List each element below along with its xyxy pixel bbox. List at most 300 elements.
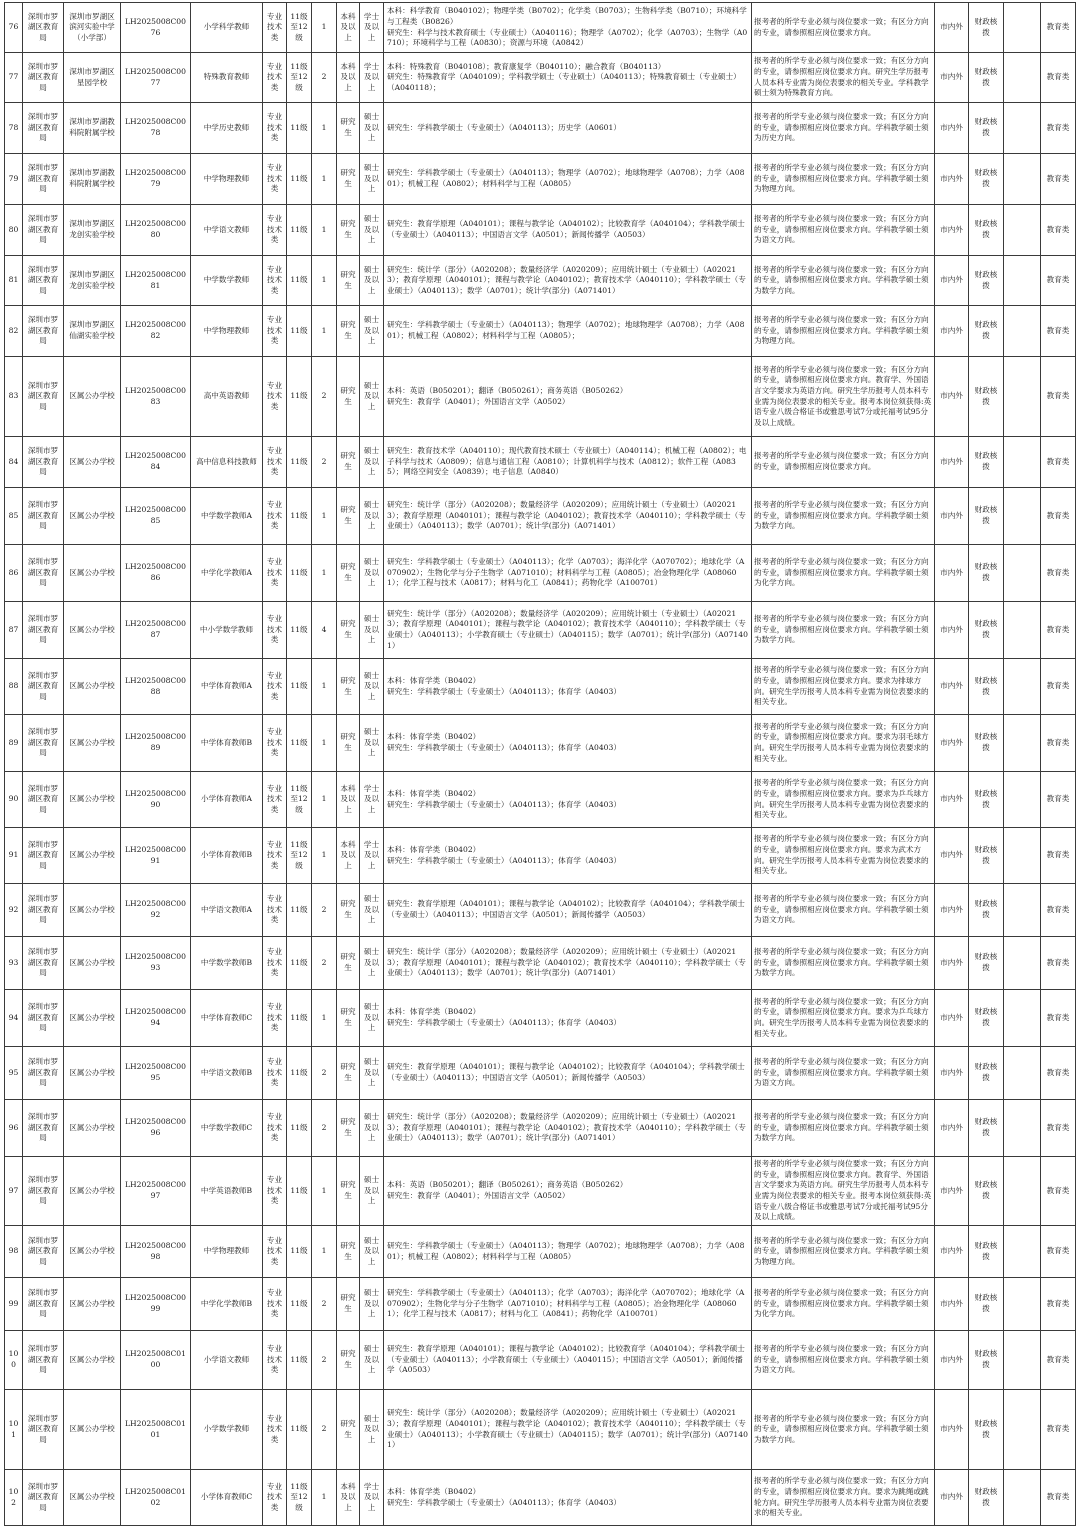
position-grade-cell: 11级 <box>287 306 312 357</box>
remarks-cell: 报考者的所学专业必须与岗位要求一致；有区分方向的专业，请参照相应岗位要求方向。要求为羽毛球方向。研究生学历报考人员本科专业需为岗位表要求的相关专业。 <box>752 715 935 772</box>
hiring-count-cell: 1 <box>312 256 337 306</box>
position-grade-cell: 11级 <box>287 1157 312 1226</box>
recruit-scope-cell: 市内外 <box>935 53 969 103</box>
position-grade-cell: 11级 <box>287 715 312 772</box>
exam-category-cell: 教育类 <box>1041 1100 1076 1157</box>
position-name-cell: 小学语文教师 <box>191 1331 263 1390</box>
table-row <box>5 53 1076 103</box>
degree-requirement-cell: 硕士及以上 <box>360 1226 384 1278</box>
exam-category-cell: 教育类 <box>1041 488 1076 545</box>
major-requirement-cell: 本科：英语（B050201）；翻译（B050261）；商务英语（B050262） 研究生：教育学（A0401）；外国语言文学（A0502） <box>384 357 752 437</box>
major-requirement-cell: 研究生：统计学（部分）（A020208）；数量经济学（A020209）；应用统计硕士（专业硕士）（A020213）；教育学原理（A040101）；课程与教学论（A040102）；教育技术学（A040110）；学科教学硕士（专业硕士）（A040113）；数学（A0701）；统计学(部分)（A071401） <box>384 1100 752 1157</box>
employer-unit-cell: 深圳市罗湖教科院附属学校 <box>64 103 121 154</box>
employer-unit-cell: 区属公办学校 <box>64 545 121 602</box>
position-code-cell: LH2025008C0090 <box>121 772 191 828</box>
hiring-count-cell: 1 <box>312 488 337 545</box>
employer-unit-cell: 区属公办学校 <box>64 659 121 715</box>
row-number-cell: 90 <box>5 772 23 828</box>
position-code-cell: LH2025008C0085 <box>121 488 191 545</box>
degree-requirement-cell: 硕士及以上 <box>360 1390 384 1470</box>
remarks-cell: 报考者的所学专业必须与岗位要求一致；有区分方向的专业，请参照相应岗位要求方向。学科教学硕士须为语文方向。 <box>752 205 935 256</box>
funding-type-cell: 财政核拨 <box>969 1100 1004 1157</box>
department-cell: 深圳市罗湖区教育局 <box>23 884 64 937</box>
position-name-cell: 高中信息科技教师 <box>191 437 263 488</box>
table-row <box>5 3 1076 53</box>
table-row <box>5 154 1076 205</box>
position-code-cell: LH2025008C0078 <box>121 103 191 154</box>
position-grade-cell: 11级 <box>287 1226 312 1278</box>
remarks-cell: 报考者的所学专业必须与岗位要求一致；有区分方向的专业，请参照相应岗位要求方向。学科教学硕士须为历史方向。 <box>752 103 935 154</box>
position-name-cell: 中学化学教师B <box>191 1278 263 1331</box>
position-grade-cell: 11级 <box>287 357 312 437</box>
blank-cell <box>1004 1390 1041 1470</box>
position-category-cell: 专业技术类 <box>263 306 287 357</box>
position-code-cell: LH2025008C0086 <box>121 545 191 602</box>
education-requirement-cell: 研究生 <box>337 205 360 256</box>
position-code-cell: LH2025008C0092 <box>121 884 191 937</box>
department-cell: 深圳市罗湖区教育局 <box>23 205 64 256</box>
degree-requirement-cell: 学士及以上 <box>360 772 384 828</box>
education-requirement-cell: 研究生 <box>337 990 360 1047</box>
degree-requirement-cell: 学士及以上 <box>360 53 384 103</box>
table-row <box>5 205 1076 256</box>
exam-category-cell: 教育类 <box>1041 602 1076 659</box>
department-cell: 深圳市罗湖区教育局 <box>23 1470 64 1526</box>
position-category-cell: 专业技术类 <box>263 154 287 205</box>
position-category-cell: 专业技术类 <box>263 772 287 828</box>
education-requirement-cell: 研究生 <box>337 1047 360 1100</box>
funding-type-cell: 财政核拨 <box>969 437 1004 488</box>
position-name-cell: 小学数学教师 <box>191 1390 263 1470</box>
row-number-cell: 92 <box>5 884 23 937</box>
remarks-cell: 报考者的所学专业必须与岗位要求一致；有区分方向的专业，请参照相应岗位要求方向。学科教学硕士须为数学方向。 <box>752 1100 935 1157</box>
position-name-cell: 中学体育教师B <box>191 715 263 772</box>
education-requirement-cell: 研究生 <box>337 256 360 306</box>
position-grade-cell: 11级 <box>287 990 312 1047</box>
funding-type-cell: 财政核拨 <box>969 715 1004 772</box>
position-code-cell: LH2025008C0087 <box>121 602 191 659</box>
blank-cell <box>1004 1157 1041 1226</box>
position-code-cell: LH2025008C0102 <box>121 1470 191 1526</box>
education-requirement-cell: 本科及以上 <box>337 772 360 828</box>
blank-cell <box>1004 990 1041 1047</box>
position-category-cell: 专业技术类 <box>263 715 287 772</box>
employer-unit-cell: 区属公办学校 <box>64 1278 121 1331</box>
position-name-cell: 高中英语教师 <box>191 357 263 437</box>
remarks-cell: 报考者的所学专业必须与岗位要求一致；有区分方向的专业，请参照相应岗位要求方向。教育学、外国语言文学要求为英语方向。研究生学历报考人员本科专业需为岗位表要求的相关专业。报考本岗位须获得:英语专业八级合格证书或雅思考试7分或托福考试95分及以上成绩。 <box>752 1157 935 1226</box>
position-category-cell: 专业技术类 <box>263 437 287 488</box>
remarks-cell: 报考者的所学专业必须与岗位要求一致；有区分方向的专业，请参照相应岗位要求方向。 <box>752 437 935 488</box>
row-number-cell: 76 <box>5 3 23 53</box>
major-requirement-cell: 研究生：教育学原理（A040101）；课程与教学论（A040102）；比较教育学（A040104）；学科教学硕士（专业硕士）（A040113）；中国语言文学（A0501）；新闻传播学（A0503） <box>384 205 752 256</box>
blank-cell <box>1004 306 1041 357</box>
table-row <box>5 602 1076 659</box>
position-grade-cell: 11级 <box>287 659 312 715</box>
major-requirement-cell: 研究生：统计学（部分）（A020208）；数量经济学（A020209）；应用统计硕士（专业硕士）（A020213）；教育学原理（A040101）；课程与教学论（A040102）；教育技术学（A040110）；学科教学硕士（专业硕士）（A040113）；小学教育硕士（专业硕士）（A040115）；数学（A0701）；统计学(部分)（A071401） <box>384 602 752 659</box>
funding-type-cell: 财政核拨 <box>969 1157 1004 1226</box>
funding-type-cell: 财政核拨 <box>969 828 1004 884</box>
employer-unit-cell: 区属公办学校 <box>64 357 121 437</box>
position-category-cell: 专业技术类 <box>263 1331 287 1390</box>
education-requirement-cell: 研究生 <box>337 488 360 545</box>
degree-requirement-cell: 学士及以上 <box>360 1470 384 1526</box>
degree-requirement-cell: 硕士及以上 <box>360 1047 384 1100</box>
blank-cell <box>1004 1278 1041 1331</box>
position-grade-cell: 11级 <box>287 1390 312 1470</box>
degree-requirement-cell: 硕士及以上 <box>360 357 384 437</box>
degree-requirement-cell: 硕士及以上 <box>360 1100 384 1157</box>
table-row <box>5 1100 1076 1157</box>
position-name-cell: 中学体育教师A <box>191 659 263 715</box>
position-name-cell: 中小学数学教师 <box>191 602 263 659</box>
position-code-cell: LH2025008C0093 <box>121 937 191 990</box>
major-requirement-cell: 研究生：统计学（部分）（A020208）；数量经济学（A020209）；应用统计硕士（专业硕士）（A020213）；教育学原理（A040101）；课程与教学论（A040102）；教育技术学（A040110）；学科教学硕士（专业硕士）（A040113）；数学（A0701）；统计学(部分)（A071401） <box>384 256 752 306</box>
employer-unit-cell: 区属公办学校 <box>64 1226 121 1278</box>
position-grade-cell: 11级 <box>287 1100 312 1157</box>
funding-type-cell: 财政核拨 <box>969 306 1004 357</box>
employer-unit-cell: 深圳市罗湖区滨河实验中学（小学部） <box>64 3 121 53</box>
hiring-count-cell: 1 <box>312 1226 337 1278</box>
row-number-cell: 78 <box>5 103 23 154</box>
major-requirement-cell: 本科：体育学类（B0402） 研究生：学科教学硕士（专业硕士）（A040113）；体育学（A0403） <box>384 1470 752 1526</box>
blank-cell <box>1004 772 1041 828</box>
table-row <box>5 884 1076 937</box>
row-number-cell: 102 <box>5 1470 23 1526</box>
remarks-cell: 报考者的所学专业必须与岗位要求一致；有区分方向的专业，请参照相应岗位要求方向。学科教学硕士须为物理方向。 <box>752 1226 935 1278</box>
recruit-scope-cell: 市内外 <box>935 1331 969 1390</box>
funding-type-cell: 财政核拨 <box>969 1470 1004 1526</box>
employer-unit-cell: 深圳市罗湖区仙湖实验学校 <box>64 306 121 357</box>
position-category-cell: 专业技术类 <box>263 937 287 990</box>
table-row <box>5 256 1076 306</box>
position-name-cell: 中学物理教师 <box>191 306 263 357</box>
major-requirement-cell: 本科：体育学类（B0402） 研究生：学科教学硕士（专业硕士）（A040113）；体育学（A0403） <box>384 715 752 772</box>
recruit-scope-cell: 市内外 <box>935 659 969 715</box>
position-grade-cell: 11级 <box>287 154 312 205</box>
position-category-cell: 专业技术类 <box>263 884 287 937</box>
position-category-cell: 专业技术类 <box>263 1470 287 1526</box>
position-name-cell: 中学历史教师 <box>191 103 263 154</box>
major-requirement-cell: 研究生：统计学（部分）（A020208）；数量经济学（A020209）；应用统计硕士（专业硕士）（A020213）；教育学原理（A040101）；课程与教学论（A040102）；教育技术学（A040110）；学科教学硕士（专业硕士）（A040113）；小学教育硕士（专业硕士）（A040115）；数学（A0701）；统计学(部分)（A071401） <box>384 1390 752 1470</box>
department-cell: 深圳市罗湖区教育局 <box>23 937 64 990</box>
table-body <box>5 3 1076 1526</box>
position-code-cell: LH2025008C0098 <box>121 1226 191 1278</box>
table-row <box>5 990 1076 1047</box>
remarks-cell: 报考者的所学专业必须与岗位要求一致；有区分方向的专业，请参照相应岗位要求方向。要求为排球方向。研究生学历报考人员本科专业需为岗位表要求的相关专业。 <box>752 659 935 715</box>
blank-cell <box>1004 1470 1041 1526</box>
row-number-cell: 94 <box>5 990 23 1047</box>
department-cell: 深圳市罗湖区教育局 <box>23 1278 64 1331</box>
remarks-cell: 报考者的所学专业必须与岗位要求一致；有区分方向的专业，请参照相应岗位要求方向。学科教学硕士须为数学方向。 <box>752 602 935 659</box>
position-grade-cell: 11级 <box>287 1047 312 1100</box>
degree-requirement-cell: 硕士及以上 <box>360 937 384 990</box>
position-code-cell: LH2025008C0095 <box>121 1047 191 1100</box>
funding-type-cell: 财政核拨 <box>969 659 1004 715</box>
position-code-cell: LH2025008C0097 <box>121 1157 191 1226</box>
exam-category-cell: 教育类 <box>1041 306 1076 357</box>
position-name-cell: 中学语文教师B <box>191 1047 263 1100</box>
hiring-count-cell: 1 <box>312 3 337 53</box>
education-requirement-cell: 研究生 <box>337 715 360 772</box>
table-row <box>5 1226 1076 1278</box>
remarks-cell: 报考者的所学专业必须与岗位要求一致；有区分方向的专业，请参照相应岗位要求方向。学科教学硕士须为数学方向。 <box>752 488 935 545</box>
row-number-cell: 79 <box>5 154 23 205</box>
exam-category-cell: 教育类 <box>1041 256 1076 306</box>
education-requirement-cell: 本科及以上 <box>337 3 360 53</box>
table-row <box>5 659 1076 715</box>
major-requirement-cell: 研究生：教育学原理（A040101）；课程与教学论（A040102）；比较教育学（A040104）；学科教学硕士（专业硕士）（A040113）；中国语言文学（A0501）；新闻传播学（A0503） <box>384 884 752 937</box>
exam-category-cell: 教育类 <box>1041 357 1076 437</box>
position-grade-cell: 11级 <box>287 437 312 488</box>
funding-type-cell: 财政核拨 <box>969 205 1004 256</box>
position-category-cell: 专业技术类 <box>263 990 287 1047</box>
department-cell: 深圳市罗湖区教育局 <box>23 1100 64 1157</box>
position-code-cell: LH2025008C0082 <box>121 306 191 357</box>
recruit-scope-cell: 市内外 <box>935 828 969 884</box>
recruit-scope-cell: 市内外 <box>935 715 969 772</box>
recruit-scope-cell: 市内外 <box>935 1390 969 1470</box>
degree-requirement-cell: 学士及以上 <box>360 3 384 53</box>
position-category-cell: 专业技术类 <box>263 3 287 53</box>
funding-type-cell: 财政核拨 <box>969 154 1004 205</box>
row-number-cell: 101 <box>5 1390 23 1470</box>
position-category-cell: 专业技术类 <box>263 1100 287 1157</box>
department-cell: 深圳市罗湖区教育局 <box>23 602 64 659</box>
table-row <box>5 357 1076 437</box>
position-grade-cell: 11级 <box>287 1331 312 1390</box>
position-category-cell: 专业技术类 <box>263 545 287 602</box>
row-number-cell: 85 <box>5 488 23 545</box>
recruit-scope-cell: 市内外 <box>935 488 969 545</box>
row-number-cell: 80 <box>5 205 23 256</box>
position-code-cell: LH2025008C0089 <box>121 715 191 772</box>
employer-unit-cell: 区属公办学校 <box>64 437 121 488</box>
hiring-count-cell: 1 <box>312 659 337 715</box>
remarks-cell: 报考者的所学专业必须与岗位要求一致；有区分方向的专业，请参照相应岗位要求方向。学科教学硕士须为语文方向。 <box>752 1047 935 1100</box>
funding-type-cell: 财政核拨 <box>969 1278 1004 1331</box>
recruit-scope-cell: 市内外 <box>935 256 969 306</box>
recruit-scope-cell: 市内外 <box>935 3 969 53</box>
position-grade-cell: 11级 <box>287 103 312 154</box>
position-grade-cell: 11级至12级 <box>287 1470 312 1526</box>
row-number-cell: 99 <box>5 1278 23 1331</box>
exam-category-cell: 教育类 <box>1041 1331 1076 1390</box>
recruit-scope-cell: 市内外 <box>935 1470 969 1526</box>
department-cell: 深圳市罗湖区教育局 <box>23 715 64 772</box>
funding-type-cell: 财政核拨 <box>969 488 1004 545</box>
exam-category-cell: 教育类 <box>1041 1278 1076 1331</box>
degree-requirement-cell: 硕士及以上 <box>360 256 384 306</box>
department-cell: 深圳市罗湖区教育局 <box>23 659 64 715</box>
blank-cell <box>1004 884 1041 937</box>
exam-category-cell: 教育类 <box>1041 1047 1076 1100</box>
funding-type-cell: 财政核拨 <box>969 602 1004 659</box>
position-code-cell: LH2025008C0096 <box>121 1100 191 1157</box>
major-requirement-cell: 研究生：学科教学硕士（专业硕士）（A040113）；物理学（A0702）；地球物理学（A0708）；力学（A0801）；机械工程（A0802）；材料科学与工程（A0805） <box>384 1226 752 1278</box>
employer-unit-cell: 区属公办学校 <box>64 1331 121 1390</box>
hiring-count-cell: 1 <box>312 772 337 828</box>
position-grade-cell: 11级至12级 <box>287 828 312 884</box>
position-category-cell: 专业技术类 <box>263 103 287 154</box>
remarks-cell: 报考者的所学专业必须与岗位要求一致；有区分方向的专业，请参照相应岗位要求方向。学科教学硕士须为化学方向。 <box>752 1278 935 1331</box>
recruit-scope-cell: 市内外 <box>935 103 969 154</box>
position-name-cell: 小学体育教师C <box>191 1470 263 1526</box>
remarks-cell: 报考者的所学专业必须与岗位要求一致；有区分方向的专业，请参照相应岗位要求方向。要求为乒乓球方向。研究生学历报考人员本科专业需为岗位表要求的相关专业。 <box>752 772 935 828</box>
exam-category-cell: 教育类 <box>1041 937 1076 990</box>
funding-type-cell: 财政核拨 <box>969 103 1004 154</box>
department-cell: 深圳市罗湖区教育局 <box>23 154 64 205</box>
row-number-cell: 84 <box>5 437 23 488</box>
funding-type-cell: 财政核拨 <box>969 990 1004 1047</box>
education-requirement-cell: 研究生 <box>337 602 360 659</box>
employer-unit-cell: 深圳市罗湖区龙创实验学校 <box>64 205 121 256</box>
major-requirement-cell: 研究生：教育学原理（A040101）；课程与教学论（A040102）；比较教育学（A040104）；学科教学硕士（专业硕士）（A040113）；中国语言文学（A0501）；新闻传播学（A0503） <box>384 1047 752 1100</box>
blank-cell <box>1004 1226 1041 1278</box>
row-number-cell: 98 <box>5 1226 23 1278</box>
hiring-count-cell: 1 <box>312 1157 337 1226</box>
remarks-cell: 报考者的所学专业必须与岗位要求一致；有区分方向的专业，请参照相应岗位要求方向。学科教学硕士须为数学方向。 <box>752 1390 935 1470</box>
remarks-cell: 报考者的所学专业必须与岗位要求一致；有区分方向的专业，请参照相应岗位要求方向。要求为乒乓球方向。研究生学历报考人员本科专业需为岗位表要求的相关专业。 <box>752 990 935 1047</box>
remarks-cell: 报考者的所学专业必须与岗位要求一致；有区分方向的专业，请参照相应岗位要求方向。学科教学硕士须为语文方向。 <box>752 884 935 937</box>
exam-category-cell: 教育类 <box>1041 437 1076 488</box>
employer-unit-cell: 区属公办学校 <box>64 990 121 1047</box>
position-category-cell: 专业技术类 <box>263 828 287 884</box>
funding-type-cell: 财政核拨 <box>969 53 1004 103</box>
recruit-scope-cell: 市内外 <box>935 1226 969 1278</box>
remarks-cell: 报考者的所学专业必须与岗位要求一致；有区分方向的专业，请参照相应岗位要求方向。学科教学硕士须为物理方向。 <box>752 154 935 205</box>
recruit-scope-cell: 市内外 <box>935 772 969 828</box>
department-cell: 深圳市罗湖区教育局 <box>23 357 64 437</box>
employer-unit-cell: 区属公办学校 <box>64 715 121 772</box>
blank-cell <box>1004 659 1041 715</box>
recruit-scope-cell: 市内外 <box>935 545 969 602</box>
blank-cell <box>1004 828 1041 884</box>
blank-cell <box>1004 545 1041 602</box>
position-name-cell: 中学体育教师C <box>191 990 263 1047</box>
major-requirement-cell: 本科：科学教育（B040102）；物理学类（B0702）；化学类（B0703）；生物科学类（B0710）；环境科学与工程类（B0826） 研究生：科学与技术教育硕士（专业硕士）（A040116）；物理学（A0702）；化学（A0703）；生物学（A0710）；环境科学与工程（A0830）；资源与环境（A0842） <box>384 3 752 53</box>
exam-category-cell: 教育类 <box>1041 1470 1076 1526</box>
employer-unit-cell: 区属公办学校 <box>64 1047 121 1100</box>
position-code-cell: LH2025008C0080 <box>121 205 191 256</box>
major-requirement-cell: 本科：体育学类（B0402） 研究生：学科教学硕士（专业硕士）（A040113）；体育学（A0403） <box>384 990 752 1047</box>
position-category-cell: 专业技术类 <box>263 1390 287 1470</box>
recruit-scope-cell: 市内外 <box>935 154 969 205</box>
position-code-cell: LH2025008C0091 <box>121 828 191 884</box>
hiring-count-cell: 1 <box>312 154 337 205</box>
employer-unit-cell: 深圳市罗湖教科院附属学校 <box>64 154 121 205</box>
position-code-cell: LH2025008C0077 <box>121 53 191 103</box>
education-requirement-cell: 研究生 <box>337 1100 360 1157</box>
blank-cell <box>1004 103 1041 154</box>
education-requirement-cell: 研究生 <box>337 103 360 154</box>
major-requirement-cell: 本科：英语（B050201）；翻译（B050261）；商务英语（B050262） 研究生：教育学（A0401）；外国语言文学（A0502） <box>384 1157 752 1226</box>
table-row <box>5 1331 1076 1390</box>
remarks-cell: 报考者的所学专业必须与岗位要求一致；有区分方向的专业，请参照相应岗位要求方向。研究生学历报考人员本科专业需为岗位表要求的相关专业。学科教学硕士须为特殊教育方向。 <box>752 53 935 103</box>
hiring-count-cell: 2 <box>312 1278 337 1331</box>
hiring-count-cell: 2 <box>312 937 337 990</box>
row-number-cell: 91 <box>5 828 23 884</box>
department-cell: 深圳市罗湖区教育局 <box>23 1157 64 1226</box>
position-grade-cell: 11级 <box>287 602 312 659</box>
department-cell: 深圳市罗湖区教育局 <box>23 437 64 488</box>
employer-unit-cell: 区属公办学校 <box>64 828 121 884</box>
position-category-cell: 专业技术类 <box>263 1226 287 1278</box>
degree-requirement-cell: 硕士及以上 <box>360 1278 384 1331</box>
blank-cell <box>1004 937 1041 990</box>
recruit-scope-cell: 市内外 <box>935 1278 969 1331</box>
recruit-scope-cell: 市内外 <box>935 205 969 256</box>
blank-cell <box>1004 1331 1041 1390</box>
major-requirement-cell: 本科：特殊教育（B040108）；教育康复学（B040110）；融合教育（B040113） 研究生：特殊教育学（A040109）；学科教学硕士（专业硕士）（A040113）；特殊教育硕士（专业硕士）（A040118）； <box>384 53 752 103</box>
exam-category-cell: 教育类 <box>1041 103 1076 154</box>
education-requirement-cell: 研究生 <box>337 937 360 990</box>
funding-type-cell: 财政核拨 <box>969 1047 1004 1100</box>
employer-unit-cell: 区属公办学校 <box>64 1470 121 1526</box>
row-number-cell: 97 <box>5 1157 23 1226</box>
degree-requirement-cell: 硕士及以上 <box>360 545 384 602</box>
recruit-scope-cell: 市内外 <box>935 437 969 488</box>
exam-category-cell: 教育类 <box>1041 884 1076 937</box>
hiring-count-cell: 2 <box>312 1331 337 1390</box>
table-row <box>5 1047 1076 1100</box>
education-requirement-cell: 本科及以上 <box>337 53 360 103</box>
degree-requirement-cell: 硕士及以上 <box>360 205 384 256</box>
department-cell: 深圳市罗湖区教育局 <box>23 1047 64 1100</box>
department-cell: 深圳市罗湖区教育局 <box>23 3 64 53</box>
education-requirement-cell: 研究生 <box>337 1226 360 1278</box>
funding-type-cell: 财政核拨 <box>969 256 1004 306</box>
position-code-cell: LH2025008C0076 <box>121 3 191 53</box>
blank-cell <box>1004 205 1041 256</box>
education-requirement-cell: 研究生 <box>337 884 360 937</box>
employer-unit-cell: 深圳市罗湖区星园学校 <box>64 53 121 103</box>
degree-requirement-cell: 硕士及以上 <box>360 990 384 1047</box>
exam-category-cell: 教育类 <box>1041 1226 1076 1278</box>
funding-type-cell: 财政核拨 <box>969 1226 1004 1278</box>
major-requirement-cell: 本科：体育学类（B0402） 研究生：学科教学硕士（专业硕士）（A040113）；体育学（A0403） <box>384 772 752 828</box>
hiring-count-cell: 1 <box>312 205 337 256</box>
recruit-scope-cell: 市内外 <box>935 602 969 659</box>
department-cell: 深圳市罗湖区教育局 <box>23 488 64 545</box>
position-category-cell: 专业技术类 <box>263 1047 287 1100</box>
row-number-cell: 87 <box>5 602 23 659</box>
exam-category-cell: 教育类 <box>1041 53 1076 103</box>
table-row <box>5 1390 1076 1470</box>
education-requirement-cell: 研究生 <box>337 545 360 602</box>
remarks-cell: 报考者的所学专业必须与岗位要求一致；有区分方向的专业，请参照相应岗位要求方向。 <box>752 3 935 53</box>
major-requirement-cell: 研究生：统计学（部分）（A020208）；数量经济学（A020209）；应用统计硕士（专业硕士）（A020213）；教育学原理（A040101）；课程与教学论（A040102）；教育技术学（A040110）；学科教学硕士（专业硕士）（A040113）；数学（A0701）；统计学(部分)（A071401） <box>384 488 752 545</box>
funding-type-cell: 财政核拨 <box>969 884 1004 937</box>
remarks-cell: 报考者的所学专业必须与岗位要求一致；有区分方向的专业，请参照相应岗位要求方向。学科教学硕士须为数学方向。 <box>752 256 935 306</box>
department-cell: 深圳市罗湖区教育局 <box>23 1331 64 1390</box>
employer-unit-cell: 区属公办学校 <box>64 1100 121 1157</box>
recruit-scope-cell: 市内外 <box>935 937 969 990</box>
funding-type-cell: 财政核拨 <box>969 357 1004 437</box>
table-row <box>5 1278 1076 1331</box>
degree-requirement-cell: 学士及以上 <box>360 828 384 884</box>
position-category-cell: 专业技术类 <box>263 357 287 437</box>
table-row <box>5 1470 1076 1526</box>
blank-cell <box>1004 53 1041 103</box>
table-row <box>5 715 1076 772</box>
blank-cell <box>1004 357 1041 437</box>
hiring-count-cell: 2 <box>312 1100 337 1157</box>
position-category-cell: 专业技术类 <box>263 53 287 103</box>
position-name-cell: 中学数学教师C <box>191 1100 263 1157</box>
degree-requirement-cell: 硕士及以上 <box>360 1157 384 1226</box>
degree-requirement-cell: 硕士及以上 <box>360 306 384 357</box>
degree-requirement-cell: 硕士及以上 <box>360 884 384 937</box>
